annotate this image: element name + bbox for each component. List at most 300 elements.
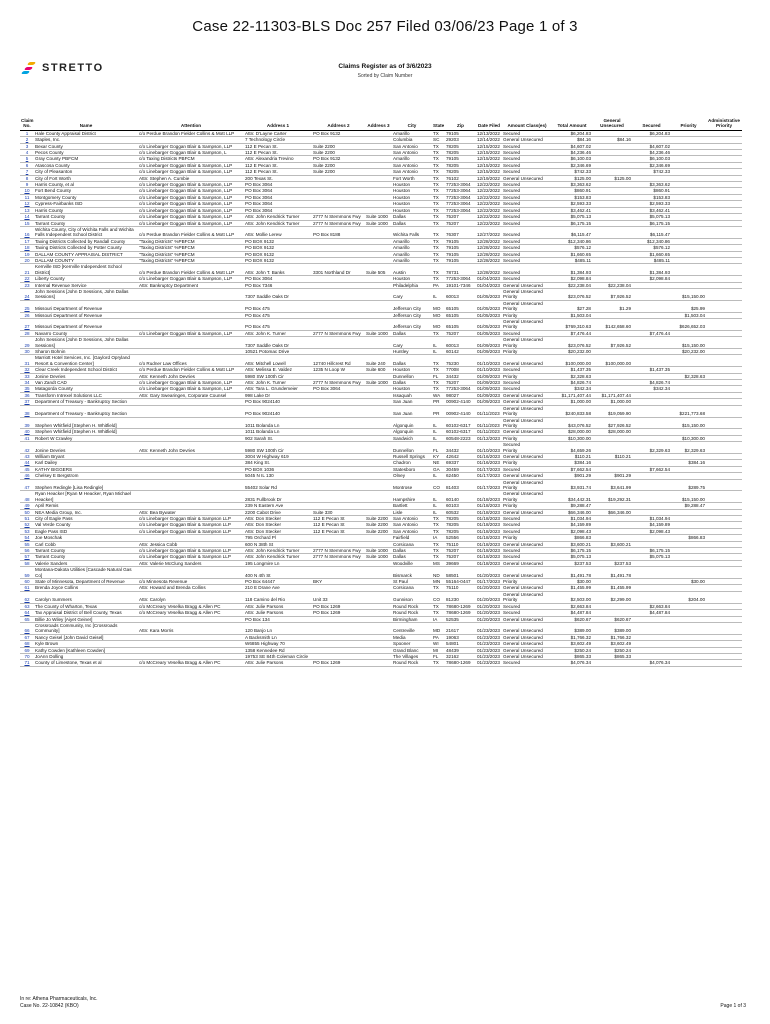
cell-name: Taxing Districts Collected by Randall County bbox=[34, 238, 138, 244]
cell-attention: "Taxing Districts" %PBFCM bbox=[138, 251, 244, 257]
cell-city: Dunnellon bbox=[392, 442, 432, 454]
cell-attention: Attn: Kenneth John Devries bbox=[138, 373, 244, 379]
cell-general-unsecured: $2,299.00 bbox=[592, 591, 632, 603]
cell-claim-no[interactable]: 28 bbox=[20, 330, 34, 336]
cell-secured bbox=[632, 405, 671, 417]
cell-zip: 75110 bbox=[445, 585, 476, 591]
cell-attention bbox=[138, 567, 244, 579]
cell-claim-no[interactable]: 29 bbox=[20, 337, 34, 349]
cell-address-1: PO Box 475 bbox=[244, 319, 312, 331]
cell-zip: 75230 bbox=[445, 355, 476, 367]
cell-city: Jefferson City bbox=[392, 319, 432, 331]
cell-city: Houston bbox=[392, 194, 432, 200]
cell-name: Taxing Districts Collected by Potter County bbox=[34, 245, 138, 251]
cell-address-2: Suite 2200 bbox=[312, 162, 365, 168]
cell-claim-no[interactable]: 54 bbox=[20, 535, 34, 541]
cell-general-unsecured: $1,491.78 bbox=[592, 567, 632, 579]
cell-secured: $4,607.02 bbox=[632, 143, 671, 149]
cell-priority bbox=[671, 567, 706, 579]
cell-state: KY bbox=[432, 453, 445, 459]
cell-state: WA bbox=[432, 392, 445, 398]
cell-claim-no[interactable]: 1 bbox=[20, 130, 34, 136]
cell-claim-no[interactable]: 41 bbox=[20, 435, 34, 441]
cell-secured: $4,826.74 bbox=[632, 380, 671, 386]
cell-state: TX bbox=[432, 585, 445, 591]
cell-total-amount: $2,328.63 bbox=[552, 373, 592, 379]
cell-zip: 65105 bbox=[445, 300, 476, 312]
cell-date-filed: 01/18/2023 bbox=[477, 509, 500, 515]
cell-secured bbox=[632, 337, 671, 349]
cell-total-amount: $30.00 bbox=[552, 579, 592, 585]
cell-amount-class: Secured bbox=[502, 214, 552, 220]
cell-address-2: 2777 N Stemmons Fwy bbox=[312, 214, 365, 220]
cell-address-3 bbox=[365, 337, 392, 349]
cell-total-amount: $3,462.41 bbox=[552, 207, 592, 213]
cell-claim-no[interactable]: 42 bbox=[20, 442, 34, 454]
cell-claim-no[interactable]: 23 bbox=[20, 282, 34, 288]
cell-state: MO bbox=[432, 300, 445, 312]
cell-name: JoAnn Dolling bbox=[34, 653, 138, 659]
cell-claim-no[interactable]: 57 bbox=[20, 554, 34, 560]
cell-claim-no[interactable]: 32 bbox=[20, 367, 34, 373]
cell-claim-no[interactable]: 60 bbox=[20, 579, 34, 585]
cell-zip: 78680-1269 bbox=[445, 610, 476, 616]
cell-address-1: Attn: John Kendrick Turner bbox=[244, 214, 312, 220]
cell-state: SC bbox=[432, 137, 445, 143]
cell-claim-no[interactable]: 51 bbox=[20, 516, 34, 522]
cell-claim-no[interactable]: 68 bbox=[20, 641, 34, 647]
cell-claim-no[interactable]: 71 bbox=[20, 660, 34, 666]
cell-general-unsecured: $22,238.04 bbox=[592, 282, 632, 288]
cell-claim-no[interactable]: 59 bbox=[20, 567, 34, 579]
cell-state: PR bbox=[432, 405, 445, 417]
cell-claim-no[interactable]: 8 bbox=[20, 175, 34, 181]
cell-attention: c/o Linebarger Goggan Blair & Sampson LLP bbox=[138, 522, 244, 528]
cell-address-1: Attn: Alexandria Trevino bbox=[244, 156, 312, 162]
cell-attention: c/o Perdue Brandon Fielder Collins & Mott LLP bbox=[138, 226, 244, 238]
cell-address-3: Suite 2200 bbox=[365, 522, 392, 528]
cell-name: Montgomery County bbox=[34, 194, 138, 200]
cell-address-3 bbox=[365, 622, 392, 634]
cell-address-1: 400 N 4th St bbox=[244, 567, 312, 579]
cell-amount-class: General Unsecured Priority bbox=[502, 479, 552, 491]
cell-zip: 75207 bbox=[445, 554, 476, 560]
cell-address-3 bbox=[365, 417, 392, 429]
cell-city: Media bbox=[392, 634, 432, 640]
cell-address-2 bbox=[312, 288, 365, 300]
cell-date-filed: 01/09/2023 bbox=[477, 380, 500, 386]
cell-claim-no[interactable]: 6 bbox=[20, 162, 34, 168]
cell-amount-class: Secured bbox=[502, 380, 552, 386]
cell-city: Philadelphia bbox=[392, 282, 432, 288]
cell-attention: Attn: Kenneth John Devries bbox=[138, 442, 244, 454]
cell-claim-no[interactable]: 53 bbox=[20, 528, 34, 534]
cell-state: TX bbox=[432, 238, 445, 244]
cell-address-1: Attn: Julie Parsons bbox=[244, 603, 312, 609]
cell-address-2 bbox=[312, 567, 365, 579]
cell-claim-no[interactable]: 13 bbox=[20, 207, 34, 213]
cell-claim-no[interactable]: 61 bbox=[20, 585, 34, 591]
cell-city: San Antonio bbox=[392, 143, 432, 149]
cell-city: Amarillo bbox=[392, 245, 432, 251]
cell-zip: 79105 bbox=[445, 245, 476, 251]
cell-administrative-priority bbox=[706, 442, 742, 454]
cell-zip: 34432 bbox=[445, 442, 476, 454]
cell-claim-no[interactable]: 9 bbox=[20, 182, 34, 188]
cell-attention: c/o Linebarger Goggan Blair & Sampson, LLP bbox=[138, 330, 244, 336]
cell-secured: $1,660.65 bbox=[632, 251, 671, 257]
cell-state: MO bbox=[432, 312, 445, 318]
cell-address-2: 112 E Pecan St bbox=[312, 522, 365, 528]
cell-claim-no[interactable]: 18 bbox=[20, 245, 34, 251]
cell-administrative-priority bbox=[706, 479, 742, 491]
cell-zip: 77253-3064 bbox=[445, 207, 476, 213]
cell-amount-class: Priority bbox=[502, 312, 552, 318]
cell-name: Navarro County bbox=[34, 330, 138, 336]
cell-claim-no[interactable]: 44 bbox=[20, 460, 34, 466]
cell-city: Amarillo bbox=[392, 238, 432, 244]
cell-claim-no[interactable]: 25 bbox=[20, 300, 34, 312]
cell-zip: 60103 bbox=[445, 503, 476, 509]
cell-name: Atascosa County bbox=[34, 162, 138, 168]
footer-case-number: Case No. 22-10842 (KBO) bbox=[20, 1002, 79, 1009]
cell-claim-no[interactable]: 63 bbox=[20, 603, 34, 609]
cell-total-amount: $1,455.99 bbox=[552, 585, 592, 591]
cell-name: Billie Jo Wiley [Aiyet Geiner] bbox=[34, 616, 138, 622]
table-row bbox=[20, 442, 742, 454]
cell-state: TX bbox=[432, 201, 445, 207]
cell-claim-no[interactable]: 22 bbox=[20, 276, 34, 282]
cell-address-1: PO Box 3064 bbox=[244, 188, 312, 194]
cell-priority: $384.16 bbox=[671, 460, 706, 466]
cell-zip: 98027 bbox=[445, 392, 476, 398]
cell-total-amount: $769,310.63 bbox=[552, 319, 592, 331]
cell-claim-no[interactable]: 10 bbox=[20, 188, 34, 194]
cell-secured: $6,115.47 bbox=[632, 226, 671, 238]
cell-claim-no[interactable]: 21 bbox=[20, 264, 34, 276]
cell-claim-no[interactable]: 40 bbox=[20, 429, 34, 435]
cell-zip: 78205 bbox=[445, 143, 476, 149]
cell-address-1: 55402 Solar Rd bbox=[244, 479, 312, 491]
cell-claim-no[interactable]: 58 bbox=[20, 560, 34, 566]
column-header-general-unsecured: General Unsecured bbox=[592, 118, 632, 130]
cell-claim-no[interactable]: 31 bbox=[20, 355, 34, 367]
column-header-secured: Secured bbox=[632, 118, 671, 130]
cell-state: TX bbox=[432, 603, 445, 609]
cell-claim-no[interactable]: 66 bbox=[20, 622, 34, 634]
cell-name: Carolyn Summers bbox=[34, 591, 138, 603]
cell-claim-no[interactable]: 65 bbox=[20, 616, 34, 622]
cell-general-unsecured bbox=[592, 442, 632, 454]
cell-amount-class: Secured bbox=[502, 130, 552, 136]
cell-address-3: Suite 1000 bbox=[365, 220, 392, 226]
cell-claim-no[interactable]: 69 bbox=[20, 647, 34, 653]
cell-state: IL bbox=[432, 435, 445, 441]
cell-date-filed: 01/20/2023 bbox=[477, 616, 500, 622]
cell-zip: 60102-6317 bbox=[445, 429, 476, 435]
cell-claim-no[interactable]: 43 bbox=[20, 453, 34, 459]
cell-amount-class: Secured Priority bbox=[502, 442, 552, 454]
cell-claim-no[interactable]: 16 bbox=[20, 226, 34, 238]
cell-total-amount: $6,204.83 bbox=[552, 130, 592, 136]
cell-address-2 bbox=[312, 442, 365, 454]
cell-administrative-priority bbox=[706, 491, 742, 503]
cell-state: TX bbox=[432, 528, 445, 534]
cell-city: Algonquin bbox=[392, 417, 432, 429]
cell-address-2: PO Box 9132 bbox=[312, 156, 365, 162]
cell-zip: 79105 bbox=[445, 156, 476, 162]
cell-address-1: 10521 Potomac Drive bbox=[244, 349, 312, 355]
cell-administrative-priority bbox=[706, 337, 742, 349]
cell-general-unsecured: $66,346.00 bbox=[592, 509, 632, 515]
cell-claim-no[interactable]: 46 bbox=[20, 473, 34, 479]
cell-claim-no[interactable]: 2 bbox=[20, 137, 34, 143]
cell-address-1: Attn: John K. Turner bbox=[244, 330, 312, 336]
cell-state: TX bbox=[432, 245, 445, 251]
cell-claim-no[interactable]: 34 bbox=[20, 380, 34, 386]
cell-general-unsecured: $84.16 bbox=[592, 137, 632, 143]
cell-general-unsecured: $125.00 bbox=[592, 175, 632, 181]
cell-state: TX bbox=[432, 660, 445, 666]
cell-zip: 55164-0447 bbox=[445, 579, 476, 585]
cell-zip: 75110 bbox=[445, 541, 476, 547]
cell-administrative-priority bbox=[706, 417, 742, 429]
cell-date-filed: 01/05/2023 bbox=[476, 319, 502, 331]
cell-date-filed: 01/05/2023 bbox=[477, 312, 500, 318]
cell-claim-no[interactable]: 62 bbox=[20, 591, 34, 603]
cell-zip: 62450 bbox=[445, 473, 476, 479]
cell-total-amount: $4,159.89 bbox=[552, 522, 592, 528]
cell-zip: 60013 bbox=[445, 288, 476, 300]
cell-name: Internal Revenue Service bbox=[34, 282, 138, 288]
cell-zip: 65105 bbox=[445, 312, 476, 318]
cell-total-amount: $3,602.49 bbox=[552, 641, 592, 647]
cell-priority: $15,150.00 bbox=[671, 337, 706, 349]
cell-name: Department of Treasury - Bankruptcy Section bbox=[34, 399, 138, 405]
cell-total-amount: $384.16 bbox=[552, 460, 592, 466]
cell-attention: c/o Linebarger Goggan Blair & Sampson, LLP bbox=[138, 194, 244, 200]
cell-attention: c/o McCreary Veselka Bragg & Allen PC bbox=[138, 660, 244, 666]
cell-claim-no[interactable]: 20 bbox=[20, 257, 34, 263]
cell-amount-class: General Unsecured bbox=[502, 399, 552, 405]
table-row bbox=[20, 288, 742, 300]
column-header-total-amount: Total Amount bbox=[552, 118, 592, 130]
cell-address-3: Suite 2200 bbox=[365, 528, 392, 534]
cell-claim-no[interactable]: 37 bbox=[20, 399, 34, 405]
cell-claim-no[interactable]: 45 bbox=[20, 466, 34, 472]
cell-claim-no[interactable]: 47 bbox=[20, 479, 34, 491]
cell-date-filed: 01/17/2023 bbox=[477, 473, 500, 479]
cell-address-3: Suite 1000 bbox=[365, 548, 392, 554]
cell-claim-no[interactable]: 33 bbox=[20, 373, 34, 379]
footer-entity: In re: Athena Pharmaceuticals, Inc. bbox=[20, 996, 98, 1002]
cell-claim-no[interactable]: 5 bbox=[20, 156, 34, 162]
cell-zip: 30459 bbox=[445, 466, 476, 472]
report-title: Claims Register as of 3/6/2023 bbox=[338, 63, 432, 70]
cell-claim-no[interactable]: 17 bbox=[20, 238, 34, 244]
cell-zip: 69337 bbox=[445, 460, 476, 466]
cell-state: TX bbox=[432, 276, 445, 282]
cell-secured: $4,487.84 bbox=[632, 610, 671, 616]
cell-claim-no[interactable]: 52 bbox=[20, 522, 34, 528]
cell-address-1: 902 Sarah St. bbox=[244, 435, 312, 441]
cell-date-filed: 01/18/2023 bbox=[477, 516, 500, 521]
cell-claim-no[interactable]: 30 bbox=[20, 349, 34, 355]
cell-state: TX bbox=[432, 169, 445, 175]
cell-total-amount: $742.33 bbox=[552, 169, 592, 175]
cell-claim-no[interactable]: 48 bbox=[20, 491, 34, 503]
cell-address-1: Attn: John Kendrick Turner bbox=[244, 554, 312, 560]
cell-claim-no[interactable]: 55 bbox=[20, 541, 34, 547]
cell-amount-class: Secured bbox=[502, 660, 552, 666]
cell-claim-no[interactable]: 11 bbox=[20, 194, 34, 200]
cell-claim-no[interactable]: 26 bbox=[20, 312, 34, 318]
cell-address-1: 5980 SW 100th Cir bbox=[244, 373, 312, 379]
cell-claim-no[interactable]: 24 bbox=[20, 288, 34, 300]
cell-claim-no[interactable]: 38 bbox=[20, 405, 34, 417]
cell-address-1: 5045 N IL 130 bbox=[244, 473, 312, 479]
cell-secured: $7,662.54 bbox=[632, 466, 671, 472]
cell-total-amount: $1,660.65 bbox=[552, 251, 592, 257]
cell-address-2: Suite 2200 bbox=[312, 150, 365, 156]
cell-amount-class: Secured bbox=[502, 238, 552, 244]
column-header-zip: Zip bbox=[445, 118, 476, 130]
cell-amount-class: Secured bbox=[502, 466, 552, 472]
cell-attention: c/o McCreary Veselka Bragg & Allen PC bbox=[138, 603, 244, 609]
cell-claim-no[interactable]: 4 bbox=[20, 150, 34, 156]
cell-date-filed: 01/05/2023 bbox=[476, 288, 502, 300]
cell-address-1: 795 Orchard Pl bbox=[244, 535, 312, 541]
cell-priority: $15,150.00 bbox=[671, 288, 706, 300]
cell-claim-no[interactable]: 64 bbox=[20, 610, 34, 616]
cell-name: Jonine Devries bbox=[34, 373, 138, 379]
cell-claim-no[interactable]: 70 bbox=[20, 653, 34, 659]
cell-zip: 78680-1269 bbox=[445, 660, 476, 666]
cell-zip: 29203 bbox=[445, 137, 476, 143]
cell-date-filed: 01/18/2023 bbox=[477, 548, 500, 554]
cell-date-filed: 01/23/2023 bbox=[477, 660, 500, 666]
cell-secured: $153.83 bbox=[632, 194, 671, 200]
cell-date-filed: 12/28/2022 bbox=[477, 238, 500, 244]
cell-total-amount: $485.11 bbox=[552, 257, 592, 263]
cell-claim-no[interactable]: 39 bbox=[20, 417, 34, 429]
cell-date-filed: 12/15/2022 bbox=[477, 143, 500, 149]
cell-zip: 77253-3064 bbox=[445, 182, 476, 188]
cell-claim-no[interactable]: 36 bbox=[20, 392, 34, 398]
cell-date-filed: 01/20/2023 bbox=[476, 591, 502, 603]
cell-claim-no[interactable]: 12 bbox=[20, 201, 34, 207]
cell-zip: 48439 bbox=[445, 647, 476, 653]
table-row bbox=[20, 226, 742, 238]
cell-address-1: PO Box 7346 bbox=[244, 282, 312, 288]
cell-claim-no[interactable]: 14 bbox=[20, 214, 34, 220]
cell-state: IL bbox=[432, 288, 445, 300]
cell-city: Houston bbox=[392, 188, 432, 194]
cell-date-filed: 01/11/2023 bbox=[476, 429, 502, 435]
cell-zip: 39669 bbox=[445, 560, 476, 566]
cell-amount-class: Secured bbox=[502, 201, 552, 207]
cell-attention: c/o Perdue Brandon Fielder Collins & Mott LLP bbox=[138, 264, 244, 276]
cell-administrative-priority bbox=[706, 319, 742, 331]
cell-total-amount: $4,826.74 bbox=[552, 380, 592, 386]
cell-administrative-priority bbox=[706, 226, 742, 238]
cell-address-1: 195 Longmire Ln bbox=[244, 560, 312, 566]
cell-address-1: 600 N 38th St bbox=[244, 541, 312, 547]
cell-date-filed: 12/15/2022 bbox=[477, 150, 500, 156]
cell-date-filed: 01/23/2023 bbox=[477, 634, 500, 640]
cell-city: Wichita Falls bbox=[392, 226, 432, 238]
cell-address-2 bbox=[312, 319, 365, 331]
cell-city: Dallas bbox=[392, 214, 432, 220]
table-row bbox=[20, 660, 742, 666]
cell-address-1: Attn: Tara L. Grundemeier bbox=[244, 386, 312, 392]
cell-general-unsecured: $1,171,407.44 bbox=[592, 392, 632, 398]
cell-claim-no[interactable]: 19 bbox=[20, 251, 34, 257]
cell-claim-no[interactable]: 56 bbox=[20, 548, 34, 554]
cell-secured bbox=[632, 300, 671, 312]
cell-amount-class: General Unsecured bbox=[502, 647, 552, 653]
cell-attention bbox=[138, 319, 244, 331]
cell-zip: 32162 bbox=[445, 653, 476, 659]
cell-priority: $20,232.00 bbox=[671, 349, 706, 355]
cell-amount-class: General Unsecured Priority bbox=[502, 319, 552, 331]
cell-city: Dallas bbox=[392, 380, 432, 386]
column-header-address-2: Address 2 bbox=[312, 118, 365, 130]
cell-date-filed: 01/09/2023 bbox=[477, 386, 500, 392]
cell-state: TX bbox=[432, 143, 445, 149]
cell-secured: $2,329.63 bbox=[632, 442, 671, 454]
cell-secured bbox=[632, 491, 671, 503]
cell-general-unsecured: $1,455.99 bbox=[592, 585, 632, 591]
cell-zip: 77253-3064 bbox=[445, 201, 476, 207]
cell-amount-class: Secured bbox=[502, 276, 552, 282]
cell-general-unsecured bbox=[592, 264, 632, 276]
column-header-city: City bbox=[392, 118, 432, 130]
cell-amount-class: Secured bbox=[502, 522, 552, 528]
cell-name: Nancy Geisel [John David Geisel] bbox=[34, 634, 138, 640]
cell-name: Tax Appraisal District of Bell County, Texas bbox=[34, 610, 138, 616]
cell-address-1: 7 Technology Circle bbox=[244, 137, 312, 143]
cell-city: The Villages bbox=[392, 653, 432, 659]
cell-city: Grand Blanc bbox=[392, 647, 432, 653]
cell-name: Stephen Whitfield [Stephen H. Whitfield] bbox=[34, 429, 138, 435]
cell-address-1: PO Box 3064 bbox=[244, 276, 312, 282]
cell-claim-no[interactable]: 7 bbox=[20, 169, 34, 175]
cell-address-1: Attn: Mollie Lerew bbox=[244, 226, 312, 238]
cell-total-amount: $28,000.00 bbox=[552, 429, 592, 435]
table-row bbox=[20, 417, 742, 429]
cell-address-3: Suite 1000 bbox=[365, 554, 392, 560]
cell-address-1: 1011 Bolanda Ln bbox=[244, 417, 312, 429]
cell-zip: 75207 bbox=[445, 380, 476, 386]
cell-claim-no[interactable]: 67 bbox=[20, 634, 34, 640]
cell-state: PA bbox=[432, 634, 445, 640]
cell-address-2 bbox=[312, 300, 365, 312]
cell-date-filed: 01/18/2023 bbox=[477, 528, 500, 534]
cell-name: DALLAM COUNTY APPRAISAL DISTRICT bbox=[34, 251, 138, 257]
cell-claim-no[interactable]: 27 bbox=[20, 319, 34, 331]
cell-claim-no[interactable]: 3 bbox=[20, 143, 34, 149]
cell-state: TX bbox=[432, 264, 445, 276]
cell-state: TX bbox=[432, 150, 445, 156]
cell-claim-no[interactable]: 35 bbox=[20, 386, 34, 392]
cell-name: Chelsey E Bergstrom bbox=[34, 473, 138, 479]
cell-claim-no[interactable]: 15 bbox=[20, 220, 34, 226]
cell-city: Round Rock bbox=[392, 603, 432, 609]
cell-address-1: PO Box 3064 bbox=[244, 182, 312, 188]
cell-claim-no[interactable]: 49 bbox=[20, 503, 34, 509]
cell-claim-no[interactable]: 50 bbox=[20, 509, 34, 515]
